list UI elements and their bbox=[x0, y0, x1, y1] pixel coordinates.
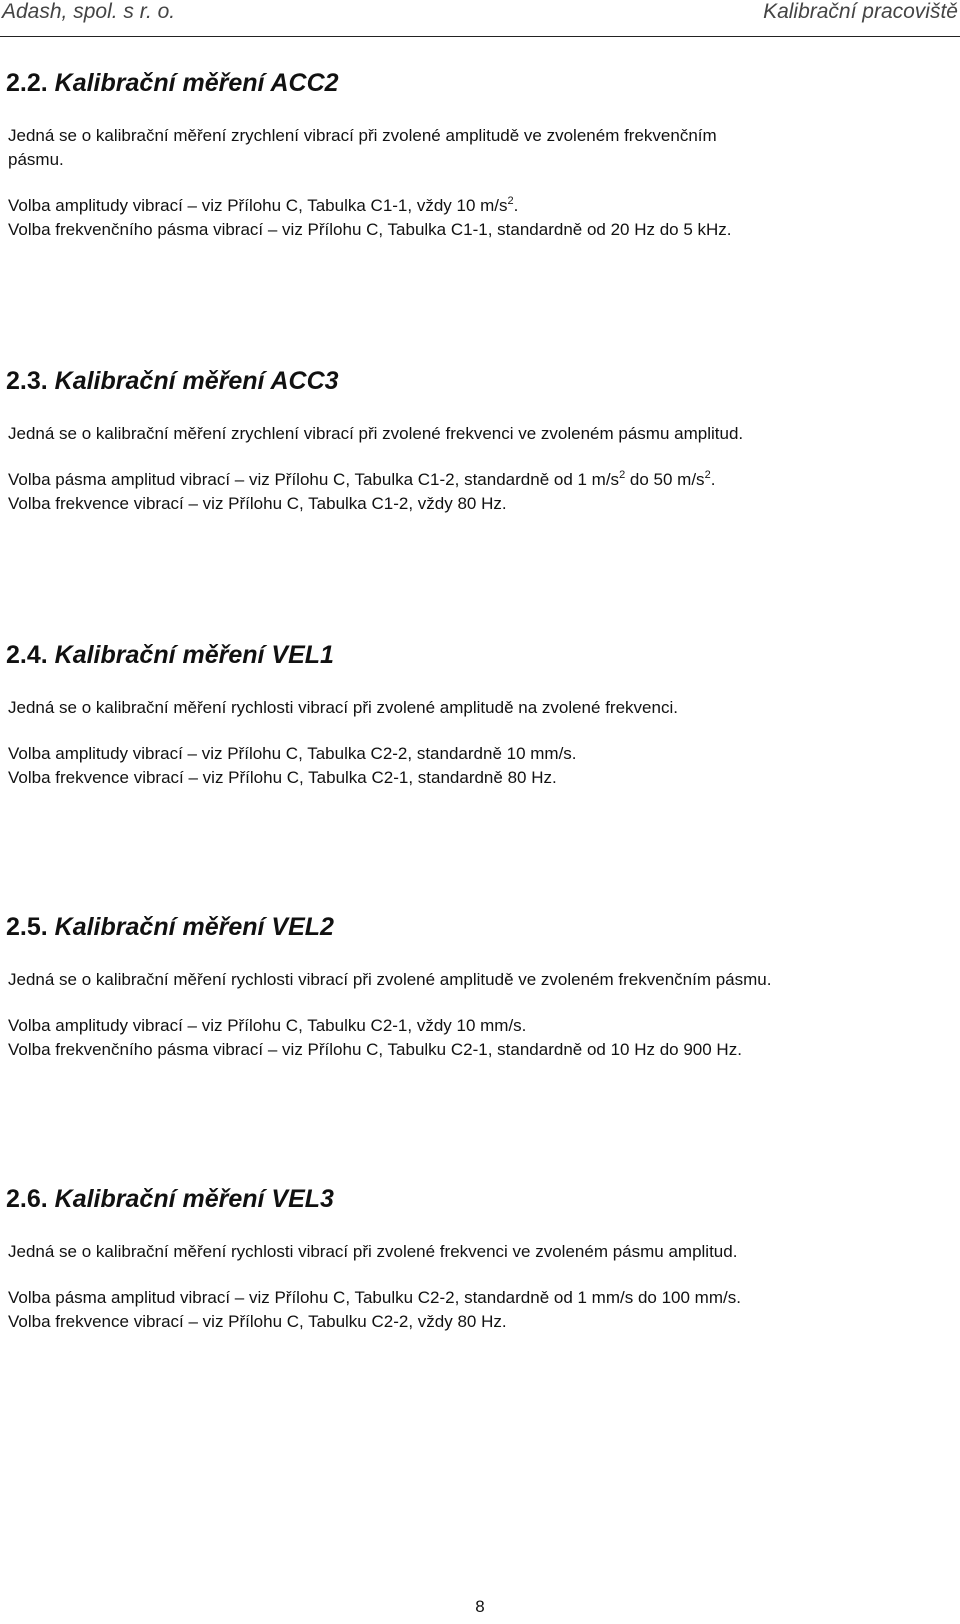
section-number: 2.4. bbox=[6, 641, 48, 669]
page-number: 8 bbox=[475, 1597, 485, 1616]
amplitude-setting: Volba amplitudy vibrací – viz Přílohu C, Tabulka C2-2, standardně 10 mm/s. bbox=[8, 744, 577, 763]
section-acc3 bbox=[6, 366, 951, 516]
section-number: 2.6. bbox=[6, 1185, 48, 1213]
section-title: Kalibrační měření VEL2 bbox=[54, 913, 334, 941]
page-header bbox=[0, 0, 960, 37]
section-intro: Jedná se o kalibrační měření zrychlení vibrací při zvolené frekvenci ve zvoleném pásmu amplitud. bbox=[8, 424, 744, 443]
section-title: Kalibrační měření VEL3 bbox=[54, 1185, 334, 1213]
section-number: 2.3. bbox=[6, 367, 48, 395]
section-heading bbox=[6, 68, 951, 98]
amplitude-setting: Volba pásma amplitud vibrací – viz Přílohu C, Tabulku C2-2, standardně od 1 mm/s do 100 mm/s. bbox=[8, 1288, 741, 1307]
section-number: 2.2. bbox=[6, 69, 48, 97]
section-title: Kalibrační měření VEL1 bbox=[54, 641, 334, 669]
header-document-title: Kalibrační pracoviště bbox=[763, 0, 958, 23]
section-heading bbox=[6, 640, 951, 670]
frequency-setting: Volba frekvence vibrací – viz Přílohu C, Tabulka C2-1, standardně 80 Hz. bbox=[8, 768, 557, 787]
amplitude-text-mid: do 50 m/s bbox=[625, 470, 705, 489]
section-title: Kalibrační měření ACC2 bbox=[54, 69, 339, 97]
punctuation: . bbox=[710, 470, 716, 489]
section-vel2 bbox=[6, 912, 951, 1062]
frequency-setting: Volba frekvenčního pásma vibrací – viz Přílohu C, Tabulka C1-1, standardně od 20 Hz do 5 kHz. bbox=[8, 220, 732, 239]
section-intro: Jedná se o kalibrační měření rychlosti vibrací při zvolené frekvenci ve zvoleném pásmu amplitud. bbox=[8, 1242, 738, 1261]
section-acc2 bbox=[6, 68, 951, 242]
amplitude-text: Volba amplitudy vibrací – viz Přílohu C, Tabulka C1-1, vždy 10 m/s bbox=[8, 196, 508, 215]
superscript: 2 bbox=[704, 469, 711, 481]
punctuation: . bbox=[513, 196, 519, 215]
section-intro bbox=[6, 124, 951, 172]
frequency-setting: Volba frekvence vibrací – viz Přílohu C, Tabulka C1-2, vždy 80 Hz. bbox=[8, 494, 507, 513]
section-intro: Jedná se o kalibrační měření rychlosti vibrací při zvolené amplitudě na zvolené frekvenci. bbox=[8, 698, 678, 717]
amplitude-setting: Volba amplitudy vibrací – viz Přílohu C, Tabulku C2-1, vždy 10 mm/s. bbox=[8, 1016, 527, 1035]
section-number: 2.5. bbox=[6, 913, 48, 941]
section-vel1 bbox=[6, 640, 951, 790]
superscript: 2 bbox=[507, 195, 514, 207]
section-vel3 bbox=[6, 1184, 951, 1334]
intro-line: pásmu. bbox=[8, 150, 64, 169]
amplitude-text: Volba pásma amplitud vibrací – viz Přílohu C, Tabulka C1-2, standardně od 1 m/s bbox=[8, 470, 620, 489]
amplitude-setting bbox=[6, 194, 951, 218]
section-heading bbox=[6, 366, 951, 396]
section-heading bbox=[6, 1184, 951, 1214]
frequency-setting: Volba frekvenčního pásma vibrací – viz Přílohu C, Tabulku C2-1, standardně od 10 Hz do 900 Hz. bbox=[8, 1040, 742, 1059]
amplitude-setting bbox=[6, 468, 951, 492]
section-heading bbox=[6, 912, 951, 942]
section-title: Kalibrační měření ACC3 bbox=[54, 367, 339, 395]
superscript: 2 bbox=[619, 469, 626, 481]
section-intro: Jedná se o kalibrační měření rychlosti vibrací při zvolené amplitudě ve zvoleném frekvenčním pásmu. bbox=[8, 970, 772, 989]
intro-line: Jedná se o kalibrační měření zrychlení vibrací při zvolené amplitudě ve zvoleném frekvenčním bbox=[8, 126, 717, 145]
frequency-setting: Volba frekvence vibrací – viz Přílohu C, Tabulku C2-2, vždy 80 Hz. bbox=[8, 1312, 507, 1331]
header-company: Adash, spol. s r. o. bbox=[2, 0, 176, 23]
